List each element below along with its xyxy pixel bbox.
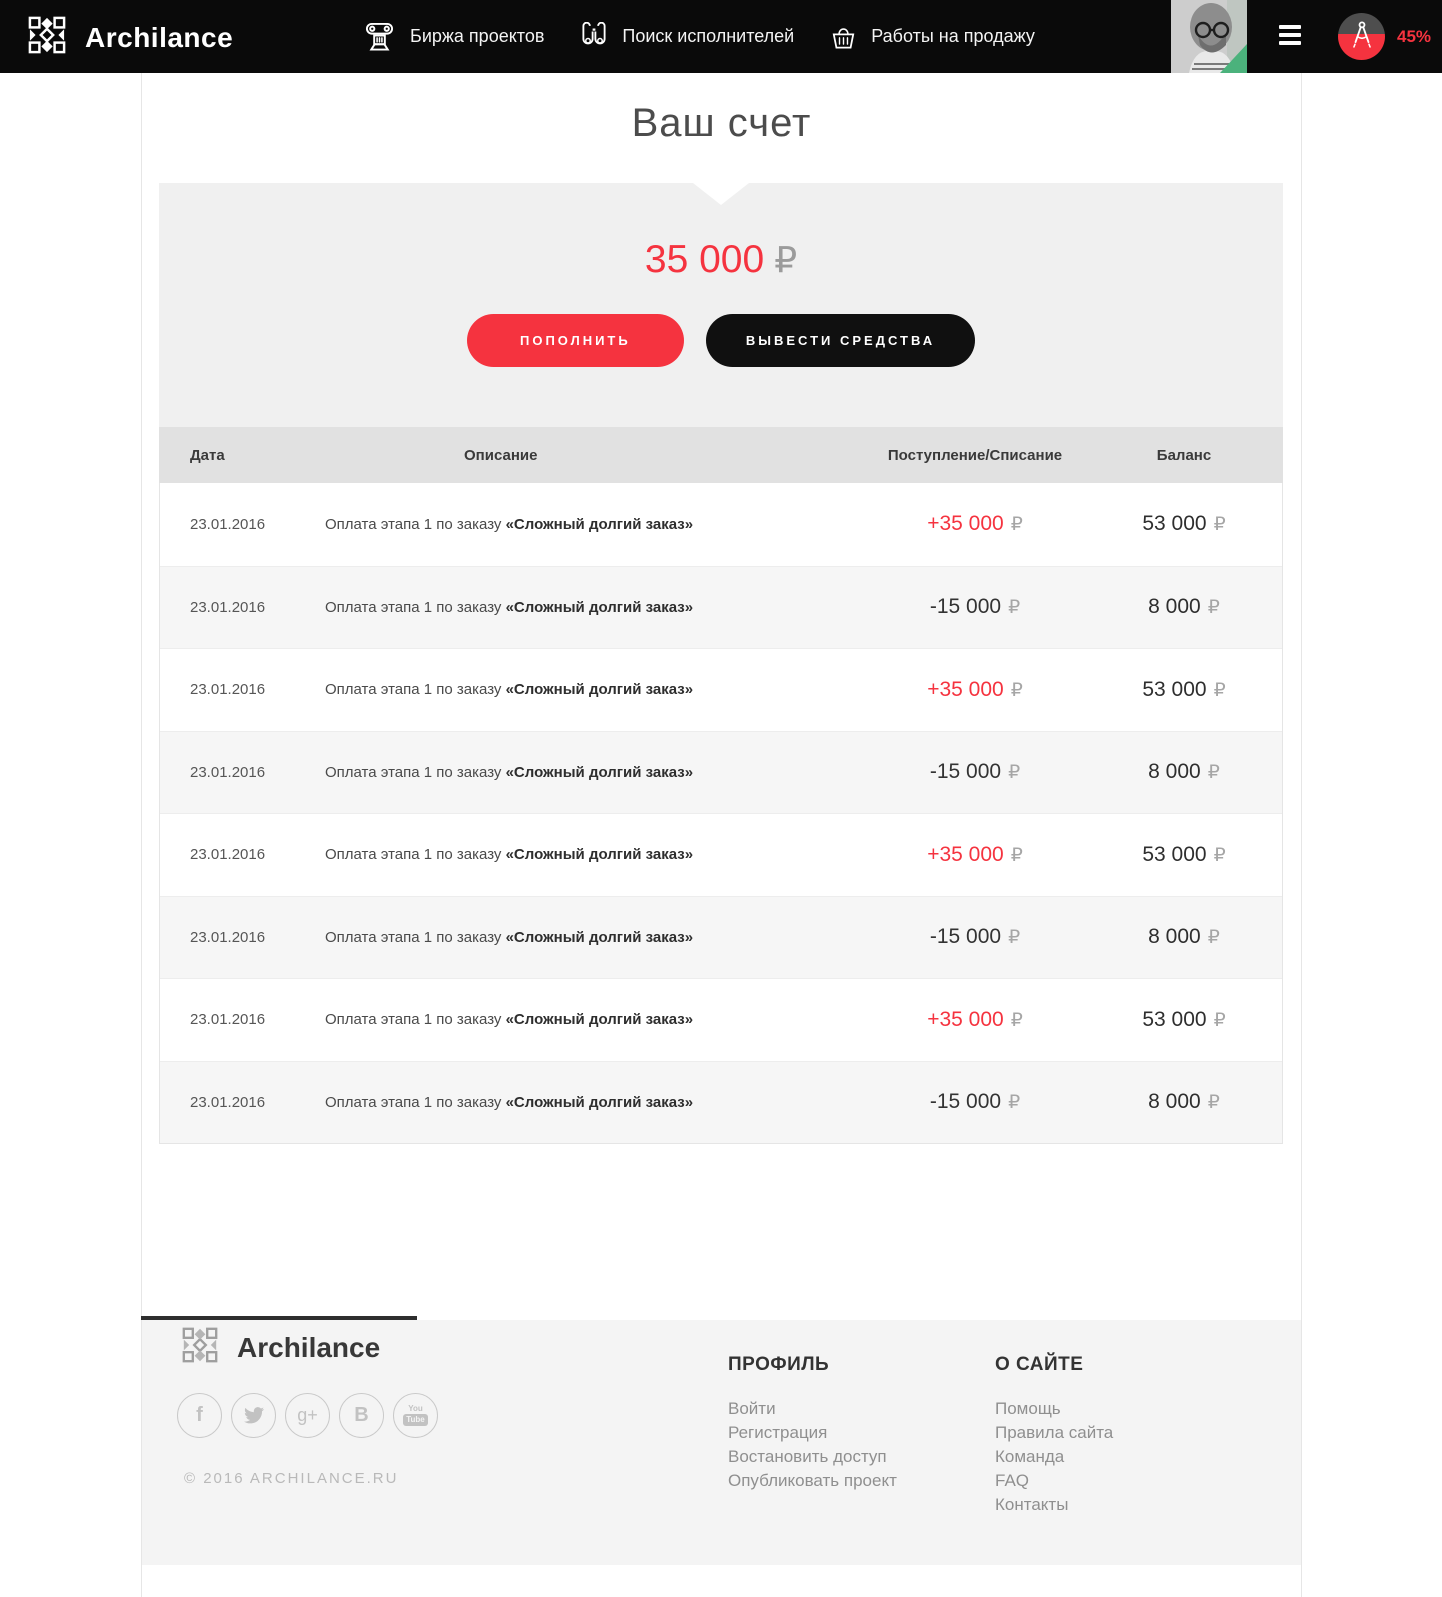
content-right-border <box>1301 73 1302 1597</box>
table-row <box>160 731 1282 814</box>
social-links <box>177 1393 438 1438</box>
table-row <box>160 896 1282 979</box>
transaction-date: 23.01.2016 <box>190 681 266 699</box>
ruble-sign: ₽ <box>1213 514 1226 536</box>
footer-brand[interactable] <box>182 1326 380 1369</box>
nav-label: Работы на продажу <box>871 26 1035 46</box>
transaction-amount: +35 000 ₽ <box>927 677 1023 701</box>
ruble-sign: ₽ <box>1008 1092 1021 1114</box>
footer-link-help[interactable]: Помощь <box>995 1399 1061 1418</box>
footer-link-register[interactable]: Регистрация <box>728 1423 828 1442</box>
footer-column-about <box>995 1354 1113 1517</box>
footer-brand-name: Archilance <box>237 1331 381 1363</box>
transaction-description: Оплата этапа 1 по заказу «Сложный долгий заказ» <box>325 681 694 699</box>
transactions-table-header <box>159 427 1283 483</box>
profile-progress-badge[interactable] <box>1338 13 1385 60</box>
transaction-description: Оплата этапа 1 по заказу «Сложный долгий заказ» <box>325 515 694 533</box>
transactions-table-body <box>159 483 1283 1144</box>
archilance-logo-icon <box>28 15 66 60</box>
top-navigation-bar <box>0 0 1442 73</box>
ruble-sign: ₽ <box>1010 514 1023 536</box>
youtube-icon[interactable]: You Tube <box>393 1393 438 1438</box>
footer <box>142 1320 1301 1565</box>
nav-item-find-freelancers[interactable] <box>582 22 794 52</box>
profile-progress-value: 45% <box>1397 27 1432 46</box>
nav-item-works-for-sale[interactable] <box>832 23 1035 51</box>
binoculars-icon <box>582 22 606 52</box>
ruble-sign: ₽ <box>1010 844 1023 866</box>
menu-button[interactable] <box>1279 25 1301 45</box>
transaction-amount: -15 000 ₽ <box>929 595 1021 619</box>
footer-link-team[interactable]: Команда <box>995 1447 1065 1466</box>
ruble-sign: ₽ <box>1008 762 1021 784</box>
footer-link-contacts[interactable]: Контакты <box>995 1495 1069 1514</box>
ruble-sign: ₽ <box>1207 927 1220 949</box>
facebook-icon[interactable]: f <box>177 1393 222 1438</box>
ruble-sign: ₽ <box>1207 762 1220 784</box>
balance-panel <box>159 183 1283 427</box>
avatar-corner-accent <box>1220 44 1247 73</box>
transaction-balance: 8 000 ₽ <box>1148 760 1220 784</box>
transaction-balance: 53 000 ₽ <box>1142 842 1226 866</box>
brand-name: Archilance <box>85 21 234 53</box>
transaction-description: Оплата этапа 1 по заказу «Сложный долгий заказ» <box>325 846 694 864</box>
column-icon <box>365 21 394 52</box>
nav-item-projects-exchange[interactable] <box>365 21 544 52</box>
transaction-description: Оплата этапа 1 по заказу «Сложный долгий заказ» <box>325 598 694 616</box>
transaction-amount: +35 000 ₽ <box>927 842 1023 866</box>
transaction-balance: 53 000 ₽ <box>1142 512 1226 536</box>
transaction-description: Оплата этапа 1 по заказу «Сложный долгий заказ» <box>325 1093 694 1111</box>
table-row <box>160 813 1282 896</box>
footer-column-profile <box>728 1354 897 1493</box>
twitter-icon[interactable] <box>231 1393 276 1438</box>
transaction-date: 23.01.2016 <box>190 846 266 864</box>
footer-link-login[interactable]: Войти <box>728 1399 776 1418</box>
nav-label: Биржа проектов <box>410 26 545 46</box>
page-title: Ваш счет <box>631 101 812 145</box>
transaction-date: 23.01.2016 <box>190 515 266 533</box>
transaction-date: 23.01.2016 <box>190 1093 266 1111</box>
ruble-sign: ₽ <box>774 239 798 280</box>
ruble-sign: ₽ <box>1008 927 1021 949</box>
ruble-sign: ₽ <box>1213 844 1226 866</box>
transaction-balance: 8 000 ₽ <box>1148 595 1220 619</box>
column-header-balance: Баланс <box>1156 446 1212 464</box>
ruble-sign: ₽ <box>1010 679 1023 701</box>
column-header-date: Дата <box>190 446 225 464</box>
ruble-sign: ₽ <box>1008 597 1021 619</box>
transaction-amount: -15 000 ₽ <box>929 1090 1021 1114</box>
behance-icon[interactable]: B <box>339 1393 384 1438</box>
transaction-amount: -15 000 ₽ <box>929 925 1021 949</box>
ruble-sign: ₽ <box>1207 597 1220 619</box>
transaction-date: 23.01.2016 <box>190 598 266 616</box>
footer-column-title: О САЙТЕ <box>995 1354 1084 1375</box>
compass-icon <box>1349 20 1375 53</box>
transaction-balance: 53 000 ₽ <box>1142 1007 1226 1031</box>
transaction-description: Оплата этапа 1 по заказу «Сложный долгий заказ» <box>325 763 694 781</box>
google-plus-icon[interactable]: g+ <box>285 1393 330 1438</box>
ruble-sign: ₽ <box>1010 1009 1023 1031</box>
transaction-amount: -15 000 ₽ <box>929 760 1021 784</box>
top-up-button[interactable]: ПОПОЛНИТЬ <box>467 314 684 367</box>
footer-link-restore-access[interactable]: Востановить доступ <box>728 1447 887 1466</box>
footer-column-title: ПРОФИЛЬ <box>728 1354 830 1375</box>
footer-link-publish-project[interactable]: Опубликовать проект <box>728 1471 897 1490</box>
brand-logo[interactable] <box>28 15 233 60</box>
account-balance <box>159 239 1283 281</box>
transaction-description: Оплата этапа 1 по заказу «Сложный долгий заказ» <box>325 1011 694 1029</box>
transaction-date: 23.01.2016 <box>190 1011 266 1029</box>
transaction-balance: 8 000 ₽ <box>1148 925 1220 949</box>
ruble-sign: ₽ <box>1213 679 1226 701</box>
table-row <box>160 1061 1282 1144</box>
transaction-amount: +35 000 ₽ <box>927 512 1023 536</box>
withdraw-button[interactable]: ВЫВЕСТИ СРЕДСТВА <box>706 314 975 367</box>
transaction-date: 23.01.2016 <box>190 763 266 781</box>
column-header-amount: Поступление/Списание <box>887 446 1063 464</box>
main-nav <box>365 0 1035 73</box>
ruble-sign: ₽ <box>1213 1009 1226 1031</box>
ruble-sign: ₽ <box>1207 1092 1220 1114</box>
transaction-balance: 8 000 ₽ <box>1148 1090 1220 1114</box>
footer-link-site-rules[interactable]: Правила сайта <box>995 1423 1114 1442</box>
column-header-description: Описание <box>464 446 538 464</box>
table-row <box>160 483 1282 566</box>
user-avatar[interactable] <box>1171 0 1247 73</box>
table-row <box>160 566 1282 649</box>
table-row <box>160 648 1282 731</box>
panel-notch <box>693 183 749 205</box>
copyright: © 2016 ARCHILANCE.RU <box>184 1470 399 1487</box>
balance-amount: 35 000 <box>644 238 765 281</box>
basket-icon <box>832 23 855 51</box>
transaction-balance: 53 000 ₽ <box>1142 677 1226 701</box>
transaction-date: 23.01.2016 <box>190 928 266 946</box>
balance-actions <box>159 314 1283 367</box>
nav-label: Поиск исполнителей <box>622 26 795 46</box>
transaction-amount: +35 000 ₽ <box>927 1007 1023 1031</box>
transaction-description: Оплата этапа 1 по заказу «Сложный долгий заказ» <box>325 928 694 946</box>
table-row <box>160 978 1282 1061</box>
archilance-logo-icon <box>182 1326 218 1369</box>
footer-link-faq[interactable]: FAQ <box>995 1471 1030 1490</box>
